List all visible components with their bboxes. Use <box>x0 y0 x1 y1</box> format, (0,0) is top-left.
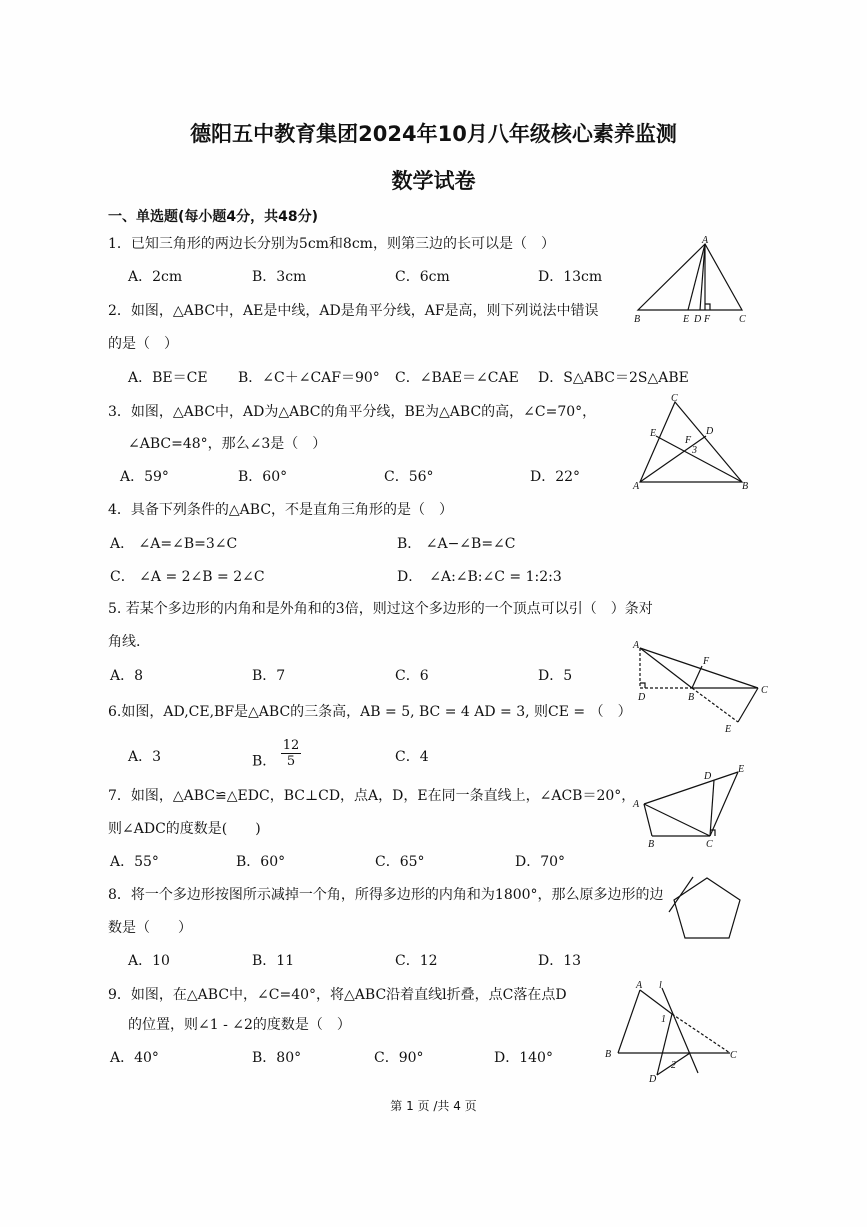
q5-option-a: A．8 <box>110 668 144 684</box>
q5-stem-line1: 5. 若某个多边形的内角和是外角和的3倍，则过这个多边形的一个顶点可以引（ ）条对 <box>108 601 653 617</box>
q7-label-d: D <box>704 771 712 782</box>
q3-option-b: B．60° <box>238 469 288 485</box>
q4-stem: 4．具备下列条件的△ABC，不是直角三角形的是（ ） <box>108 502 454 518</box>
q8-pentagon <box>674 878 740 938</box>
q2-option-c: C．∠BAE＝∠CAE <box>395 370 519 386</box>
q9-label-c: C <box>730 1050 737 1061</box>
q5-figure <box>630 638 775 734</box>
q8-stem-line1: 8．将一个多边形按图所示减掉一个角，所得多边形的内角和为1800°，那么原多边形的边 <box>108 887 664 903</box>
q8-option-b: B．11 <box>252 953 295 969</box>
q7-stem-line2: 则∠ADC的度数是( ) <box>108 821 261 837</box>
page-title: 德阳五中教育集团2024年10月八年级核心素养监测 <box>190 122 677 146</box>
q8-option-a: A．10 <box>128 953 170 969</box>
q5-option-d: D．5 <box>538 668 573 684</box>
q6-option-b-fraction <box>281 738 302 769</box>
q9-option-d: D．140° <box>494 1050 553 1066</box>
q7-label-e: E <box>738 764 745 775</box>
q4-option-a: A． ∠A=∠B=3∠C <box>110 536 238 552</box>
q9-stem-line1: 9．如图，在△ABC中，∠C=40°，将△ABC沿着直线l折叠，点C落在点D <box>108 987 567 1003</box>
section-heading: 一、单选题(每小题4分，共48分) <box>108 209 319 225</box>
q7-label-b: B <box>648 839 655 850</box>
q3-label-e: E <box>650 428 657 439</box>
fraction-numerator: 12 <box>282 738 300 753</box>
q9-option-b: B．80° <box>252 1050 302 1066</box>
q5-stem-line2: 角线. <box>108 634 141 650</box>
q9-option-c: C．90° <box>374 1050 424 1066</box>
q9-figure <box>602 978 747 1088</box>
q3-label-c: C <box>671 393 678 404</box>
q7-option-d: D．70° <box>515 854 566 870</box>
q2-stem-line1: 2．如图，△ABC中，AE是中线，AD是角平分线，AF是高，则下列说法中错误 <box>108 303 599 319</box>
q5-label-c: C <box>761 685 768 696</box>
q2-stem-line2: 的是（ ） <box>108 336 178 352</box>
q3-option-c: C．56° <box>384 469 434 485</box>
q6-stem: 6.如图，AD,CE,BF是△ABC的三条高，AB = 5, BC = 4 AD = 3, 则CE = （ ） <box>108 704 632 720</box>
q1-label-a: A <box>702 235 709 246</box>
q6-option-a: A．3 <box>128 749 162 765</box>
q5-label-f: F <box>703 656 710 667</box>
q3-option-d: D．22° <box>530 469 581 485</box>
q6-option-b <box>252 738 301 777</box>
q3-stem-line2: ∠ABC=48°，那么∠3是（ ） <box>128 436 327 452</box>
fraction-denominator: 5 <box>286 754 296 769</box>
q1-label-f: F <box>704 314 711 325</box>
q3-label-3: 3 <box>692 445 697 456</box>
page-footer: 第 1 页 /共 4 页 <box>390 1099 477 1113</box>
q5-label-e: E <box>725 724 732 735</box>
q4-option-c: C． ∠A = 2∠B = 2∠C <box>110 569 265 585</box>
q3-figure <box>630 392 755 492</box>
q5-label-d: D <box>638 692 646 703</box>
q9-option-a: A．40° <box>110 1050 159 1066</box>
q8-stem-line2: 数是（ ） <box>108 920 192 936</box>
q6-option-c: C．4 <box>395 749 429 765</box>
q7-stem-line1: 7．如图，△ABC≌△EDC，BC⊥CD，点A，D，E在同一条直线上，∠ACB＝20°， <box>108 788 636 804</box>
q5-label-b: B <box>688 692 695 703</box>
q7-label-c: C <box>706 839 713 850</box>
q1-option-c: C．6cm <box>395 269 450 285</box>
q7-option-c: C．65° <box>375 854 425 870</box>
q8-figure <box>665 872 750 944</box>
q4-option-d: D． ∠A:∠B:∠C = 1:2:3 <box>397 569 562 585</box>
q7-option-b: B．60° <box>236 854 286 870</box>
q9-label-l: l <box>659 980 662 991</box>
q1-label-d: D <box>694 314 702 325</box>
q1-option-a: A．2cm <box>128 269 183 285</box>
q6-option-b-label: B． <box>252 753 277 770</box>
q1-option-b: B．3cm <box>252 269 307 285</box>
q1-label-e: E <box>683 314 690 325</box>
q3-label-d: D <box>706 426 714 437</box>
q9-label-b: B <box>605 1049 612 1060</box>
q5-option-b: B．7 <box>252 668 286 684</box>
q9-label-2: 2 <box>671 1060 676 1071</box>
q8-option-d: D．13 <box>538 953 582 969</box>
q7-figure <box>630 764 755 854</box>
q1-label-b: B <box>634 314 641 325</box>
q1-stem: 1．已知三角形的两边长分别为5cm和8cm，则第三边的长可以是（ ） <box>108 236 555 252</box>
q3-option-a: A．59° <box>120 469 169 485</box>
q1-option-d: D．13cm <box>538 269 603 285</box>
q3-label-a: A <box>633 481 640 492</box>
q2-option-d: D．S△ABC＝2S△ABE <box>538 370 689 386</box>
q1-label-c: C <box>739 314 746 325</box>
q7-option-a: A．55° <box>110 854 159 870</box>
q3-label-f: F <box>685 435 692 446</box>
q2-option-a: A．BE＝CE <box>128 370 208 386</box>
q9-stem-line2: 的位置，则∠1 - ∠2的度数是（ ） <box>128 1017 351 1033</box>
q2-option-b: B．∠C＋∠CAF＝90° <box>238 370 380 386</box>
q7-label-a: A <box>633 799 640 810</box>
q9-label-a: A <box>636 980 643 991</box>
q9-label-1: 1 <box>661 1014 666 1025</box>
q3-stem-line1: 3．如图，△ABC中，AD为△ABC的角平分线，BE为△ABC的高，∠C=70°， <box>108 404 597 420</box>
q9-label-d: D <box>649 1074 657 1085</box>
q3-label-b: B <box>742 481 749 492</box>
q1-figure <box>630 234 755 326</box>
q5-option-c: C．6 <box>395 668 429 684</box>
q4-option-b: B． ∠A−∠B=∠C <box>397 536 516 552</box>
q8-option-c: C．12 <box>395 953 438 969</box>
page-subtitle: 数学试卷 <box>391 169 476 193</box>
q5-label-a: A <box>633 640 640 651</box>
